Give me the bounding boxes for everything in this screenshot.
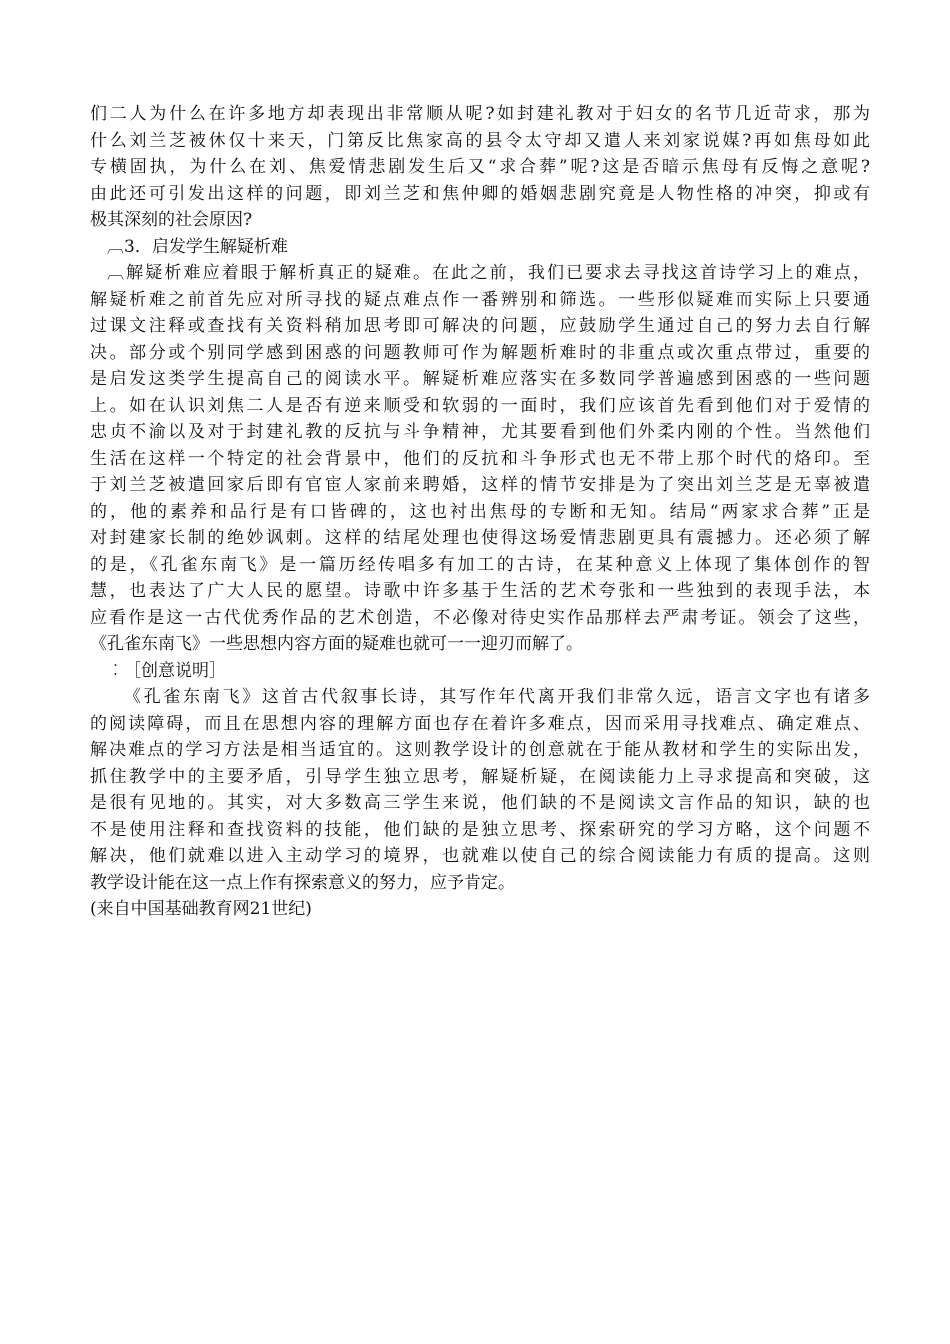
section-heading-3: ︹3．启发学生解疑析难 <box>107 236 288 257</box>
paragraph-2-line-5: 是启发这类学生提高自己的阅读水平。解疑析难应落实在多数同学普遍感到困惑的一些问题 <box>90 369 870 389</box>
paragraph-1-line-2: 什么刘兰芝被休仅十来天，门第反比焦家高的县令太守却又遣人来刘家说媒?再如焦母如此 <box>90 130 870 151</box>
paragraph-3-line-5: 是很有见地的。其实，对大多数高三学生来说，他们缺的不是阅读文言作品的知识，缺的也 <box>90 793 870 813</box>
source-note: (来自中国基础教育网21世纪) <box>90 899 312 919</box>
paragraph-3-line-4: 抓住教学中的主要矛盾，引导学生独立思考，解疑析疑，在阅读能力上寻求提高和突破，这 <box>90 766 870 787</box>
paragraph-2-line-1: ︹解疑析难应着眼于解析真正的疑难。在此之前，我们已要求去寻找这首诗学习上的难点， <box>107 263 870 283</box>
paragraph-3-line-2: 的阅读障碍，而且在思想内容的理解方面也存在着许多难点，因而采用寻找难点、确定难点、 <box>90 713 870 734</box>
paragraph-2-line-9: 于刘兰芝被遣回家后即有官宦人家前来聘婚，这样的情节安排是为了突出刘兰芝是无辜被遣 <box>90 475 870 495</box>
paragraph-3-line-8: 教学设计能在这一点上作有探索意义的努力，应予肯定。 <box>90 872 515 893</box>
paragraph-1-line-1: 们二人为什么在许多地方却表现出非常顺从呢?如封建礼教对于妇女的名节几近苛求，那为 <box>90 104 870 124</box>
paragraph-2-line-6: 上。如在认识刘焦二人是否有逆来顺受和软弱的一面时，我们应该首先看到他们对于爱情的 <box>90 395 870 416</box>
paragraph-3-line-1: 《孔雀东南飞》这首古代叙事长诗，其写作年代离开我们非常久远，语言文字也有诸多 <box>124 687 870 707</box>
paragraph-2-line-4: 决。部分或个别同学感到困惑的问题教师可作为解题析难时的非重点或次重点带过，重要的 <box>90 342 870 363</box>
paragraph-2-line-15: 《孔雀东南飞》一些思想内容方面的疑难也就可一一迎刃而解了。 <box>90 634 583 654</box>
paragraph-2-line-3: 过课文注释或查找有关资料稍加思考即可解决的问题，应鼓励学生通过自己的努力去自行解 <box>90 316 870 336</box>
paragraph-3-line-3: 解决难点的学习方法是相当适宜的。这则教学设计的创意就在于能从教材和学生的实际出发， <box>90 740 870 760</box>
paragraph-3-line-6: 不是使用注释和查找资料的技能，他们缺的是独立思考、探索研究的学习方略，这个问题不 <box>90 819 870 840</box>
paragraph-2-line-7: 忠贞不渝以及对于封建礼教的反抗与斗争精神，尤其要看到他们外柔内刚的个性。当然他们 <box>90 422 870 442</box>
paragraph-2-line-13: 慧，也表达了广大人民的愿望。诗歌中许多基于生活的艺术夸张和一些独到的表现手法，本 <box>90 581 870 601</box>
paragraph-1-line-3: 专横固执，为什么在刘、焦爱情悲剧发生后又“求合葬”呢?这是否暗示焦母有反悔之意呢? <box>90 157 870 177</box>
paragraph-2-line-10: 的，他的素养和品行是有口皆碑的，这也衬出焦母的专断和无知。结局“两家求合葬”正是 <box>90 501 870 522</box>
creative-notes-heading: ︰［创意说明］ <box>107 660 226 681</box>
paragraph-3-line-7: 解决，他们就难以进入主动学习的境界，也就难以使自己的综合阅读能力有质的提高。这则 <box>90 846 870 866</box>
paragraph-2-line-8: 生活在这样一个特定的社会背景中，他们的反抗和斗争形式也无不带上那个时代的烙印。至 <box>90 448 870 469</box>
paragraph-2-line-2: 解疑析难之前首先应对所寻找的疑点难点作一番辨别和筛选。一些形似疑难而实际上只要通 <box>90 289 870 310</box>
paragraph-1-line-4: 由此还可引发出这样的问题，即刘兰芝和焦仲卿的婚姻悲剧究竟是人物性格的冲突，抑或有 <box>90 183 870 204</box>
paragraph-2-line-14: 应看作是这一古代优秀作品的艺术创造，不必像对待史实作品那样去严肃考证。领会了这些， <box>90 607 870 628</box>
paragraph-2-line-11: 对封建家长制的绝妙讽刺。这样的结尾处理也使得这场爱情悲剧更具有震撼力。还必须了解 <box>90 528 870 548</box>
document-body <box>90 101 870 923</box>
paragraph-1-line-5: 极其深刻的社会原因? <box>90 210 253 230</box>
paragraph-2-line-12: 的是，《孔雀东南飞》是一篇历经传唱多有加工的古诗，在某种意义上体现了集体创作的智 <box>90 554 870 575</box>
